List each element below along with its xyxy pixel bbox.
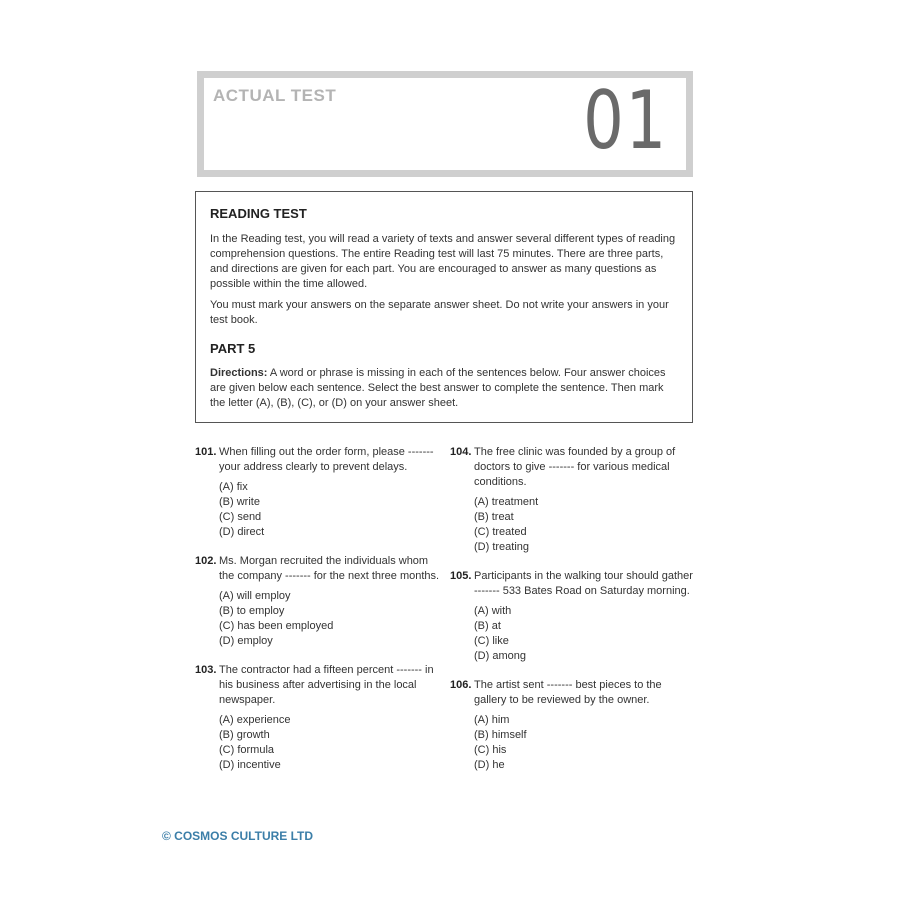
option-b: (B) write: [219, 496, 260, 508]
intro-title: READING TEST: [210, 206, 307, 221]
intro-paragraph-2: You must mark your answers on the separate answer sheet. Do not write your answers in your test book.: [210, 299, 669, 326]
question-text: Ms. Morgan recruited the individuals whom the company ------- for the next three months.: [219, 555, 440, 582]
question-102: [195, 554, 440, 649]
copyright-watermark: © COSMOS CULTURE LTD: [162, 829, 314, 843]
answer-options: [219, 589, 440, 649]
question-number: 105.: [450, 570, 472, 582]
question-text: When filling out the order form, please ------- your address clearly to prevent delays.: [219, 446, 434, 473]
question-103: [195, 663, 440, 773]
option-c: (C) his: [474, 744, 507, 756]
answer-options: [219, 713, 440, 773]
test-header: [197, 71, 693, 177]
question-text: The artist sent ------- best pieces to the gallery to be reviewed by the owner.: [474, 679, 662, 706]
question-number: 102.: [195, 555, 217, 567]
directions-text: A word or phrase is missing in each of the sentences below. Four answer choices are given below each sentence. Select the best answer to complete the sentence. Then mark the letter (A), (B), (C), or (D) on your answer sheet.: [210, 367, 666, 409]
question-text: Participants in the walking tour should gather ------- 533 Bates Road on Saturday morning.: [474, 570, 693, 597]
option-a: (A) experience: [219, 714, 291, 726]
option-b: (B) at: [474, 620, 501, 632]
option-d: (D) employ: [219, 635, 273, 647]
answer-options: [474, 604, 695, 664]
option-a: (A) will employ: [219, 590, 291, 602]
option-b: (B) himself: [474, 729, 527, 741]
option-c: (C) like: [474, 635, 509, 647]
option-d: (D) direct: [219, 526, 265, 538]
option-b: (B) growth: [219, 729, 270, 741]
answer-options: [474, 713, 695, 773]
question-106: [450, 678, 695, 773]
question-text: The contractor had a fifteen percent ------- in his business after advertising in the local newspaper.: [219, 664, 434, 706]
header-label: ACTUAL TEST: [213, 86, 337, 105]
intro-paragraph-1: In the Reading test, you will read a variety of texts and answer several different types of reading comprehension questions. The entire Reading test will last 75 minutes. There are three parts, and directions are given for each part. You are encouraged to answer as many questions as possible within the time allowed.: [210, 233, 676, 290]
answer-options: [219, 480, 440, 540]
question-number: 106.: [450, 679, 472, 691]
answer-options: [474, 495, 695, 555]
question-number: 103.: [195, 664, 217, 676]
question-number: 101.: [195, 446, 217, 458]
option-b: (B) treat: [474, 511, 514, 523]
option-d: (D) among: [474, 650, 526, 662]
question-104: [450, 445, 695, 555]
option-c: (C) treated: [474, 526, 527, 538]
reading-test-intro: [195, 191, 693, 423]
option-a: (A) him: [474, 714, 510, 726]
question-101: [195, 445, 440, 540]
option-d: (D) treating: [474, 541, 530, 553]
directions: [210, 366, 678, 411]
questions-left-column: [195, 445, 440, 787]
option-b: (B) to employ: [219, 605, 285, 617]
option-a: (A) treatment: [474, 496, 539, 508]
directions-label: Directions:: [210, 367, 268, 379]
option-a: (A) with: [474, 605, 512, 617]
option-d: (D) incentive: [219, 759, 281, 771]
question-number: 104.: [450, 446, 472, 458]
question-text: The free clinic was founded by a group of doctors to give ------- for various medical conditions.: [474, 446, 676, 488]
option-c: (C) send: [219, 511, 262, 523]
option-a: (A) fix: [219, 481, 248, 493]
option-d: (D) he: [474, 759, 505, 771]
part-title: PART 5: [210, 341, 256, 356]
option-c: (C) formula: [219, 744, 275, 756]
option-c: (C) has been employed: [219, 620, 334, 632]
question-105: [450, 569, 695, 664]
header-number: 01: [583, 74, 668, 167]
questions-right-column: [450, 445, 695, 787]
